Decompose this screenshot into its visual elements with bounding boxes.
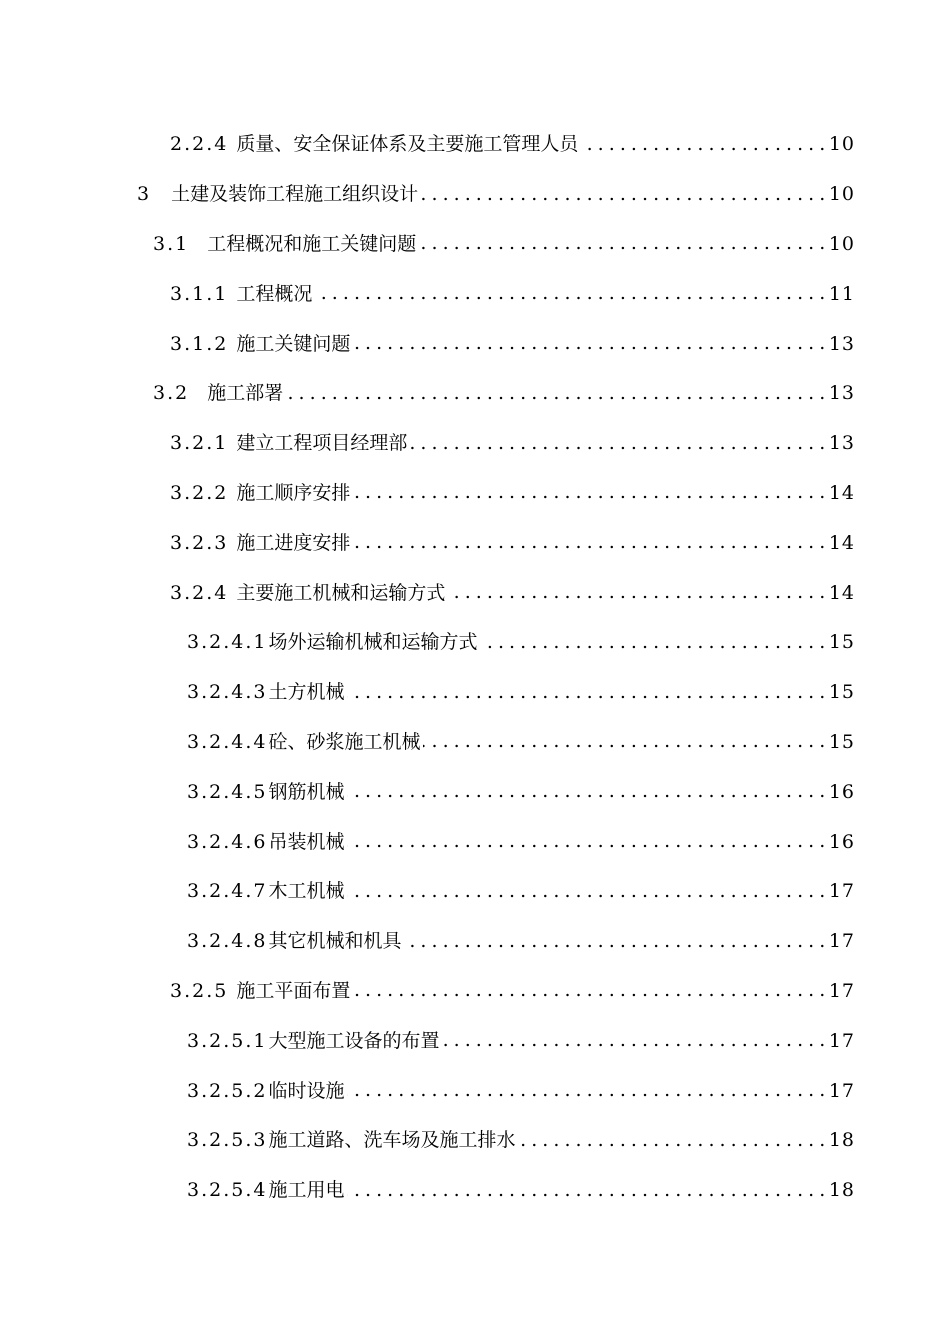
- toc-entry-page: 15: [828, 681, 855, 704]
- toc-entry[interactable]: [0, 1116, 950, 1166]
- toc-entry[interactable]: [0, 120, 950, 170]
- toc-entry-number: 3.2.2: [170, 481, 229, 504]
- toc-dot-leader: [409, 433, 824, 455]
- toc-entry-number: 3.2.5: [170, 979, 229, 1002]
- toc-entry-title: 施工用电: [268, 1179, 345, 1202]
- toc-entry[interactable]: [0, 967, 950, 1017]
- toc-entry[interactable]: [0, 718, 950, 768]
- toc-entry-page: 13: [828, 382, 855, 405]
- table-of-contents: [0, 120, 950, 1216]
- toc-entry-number: 3.2.5.2: [187, 1079, 268, 1102]
- toc-entry-number: 3.2.4.3: [187, 681, 268, 704]
- toc-entry[interactable]: [0, 369, 950, 419]
- toc-entry-title: 主要施工机械和运输方式: [236, 581, 446, 604]
- toc-entry-title: 施工进度安排: [236, 531, 351, 554]
- toc-dot-leader: [418, 233, 825, 255]
- toc-entry-page: 17: [828, 930, 855, 953]
- toc-dot-leader: [404, 931, 825, 953]
- toc-entry[interactable]: [0, 767, 950, 817]
- toc-dot-leader: [352, 482, 824, 504]
- toc-entry-title: 质量、安全保证体系及主要施工管理人员: [236, 133, 579, 156]
- toc-entry-title: 临时设施: [268, 1079, 345, 1102]
- toc-entry[interactable]: [0, 319, 950, 369]
- toc-dot-leader: [518, 1130, 825, 1152]
- toc-entry-page: 15: [828, 730, 855, 753]
- toc-dot-leader: [352, 980, 824, 1002]
- toc-entry-title: 施工部署: [207, 382, 284, 405]
- toc-entry-title: 施工道路、洗车场及施工排水: [268, 1129, 516, 1152]
- toc-entry-page: 17: [828, 979, 855, 1002]
- toc-entry-page: 13: [828, 432, 855, 455]
- toc-entry-number: 3.1.1: [170, 282, 229, 305]
- toc-entry-number: 3.2.5.3: [187, 1129, 268, 1152]
- toc-entry[interactable]: [0, 170, 950, 220]
- toc-entry-number: 3.2.4.6: [187, 830, 268, 853]
- toc-entry-page: 16: [828, 780, 855, 803]
- toc-dot-leader: [352, 333, 824, 355]
- toc-entry-page: 14: [828, 581, 855, 604]
- toc-entry[interactable]: [0, 1166, 950, 1216]
- toc-entry-page: 17: [828, 1079, 855, 1102]
- toc-entry[interactable]: [0, 419, 950, 469]
- toc-dot-leader: [347, 1080, 825, 1102]
- toc-entry-page: 14: [828, 531, 855, 554]
- toc-dot-leader: [423, 731, 825, 753]
- toc-entry-title: 施工平面布置: [236, 979, 351, 1002]
- toc-entry[interactable]: [0, 1016, 950, 1066]
- toc-entry-title: 其它机械和机具: [268, 930, 402, 953]
- toc-entry-number: 3.2.3: [170, 531, 229, 554]
- toc-entry[interactable]: [0, 269, 950, 319]
- toc-entry[interactable]: [0, 817, 950, 867]
- toc-dot-leader: [347, 682, 825, 704]
- toc-dot-leader: [314, 283, 824, 305]
- toc-entry-number: 3.2.5.1: [187, 1029, 268, 1052]
- toc-dot-leader: [347, 1180, 825, 1202]
- toc-entry-title: 施工顺序安排: [236, 481, 351, 504]
- toc-entry-number: 3.2.1: [170, 432, 229, 455]
- toc-entry-page: 14: [828, 481, 855, 504]
- toc-entry-page: 16: [828, 830, 855, 853]
- toc-entry-number: 3.2.4.8: [187, 930, 268, 953]
- toc-entry-title: 土方机械: [268, 681, 345, 704]
- toc-entry-page: 17: [828, 880, 855, 903]
- toc-entry-page: 18: [828, 1129, 855, 1152]
- toc-entry-number: 3.2: [153, 382, 190, 405]
- toc-entry-number: 2.2.4: [170, 133, 229, 156]
- toc-entry-page: 10: [828, 232, 855, 255]
- toc-entry-title: 砼、砂浆施工机械: [268, 730, 421, 753]
- toc-entry-title: 场外运输机械和运输方式: [268, 631, 478, 654]
- toc-entry-number: 3.2.4.7: [187, 880, 268, 903]
- toc-dot-leader: [442, 1030, 825, 1052]
- toc-dot-leader: [447, 582, 824, 604]
- toc-entry-title: 钢筋机械: [268, 780, 345, 803]
- toc-dot-leader: [347, 781, 825, 803]
- toc-entry-page: 17: [828, 1029, 855, 1052]
- toc-entry-page: 10: [828, 183, 855, 206]
- toc-dot-leader: [480, 632, 825, 654]
- toc-entry-number: 3.2.4.4: [187, 730, 268, 753]
- toc-entry-title: 土建及装饰工程施工组织设计: [171, 183, 419, 206]
- toc-entry[interactable]: [0, 220, 950, 270]
- toc-entry[interactable]: [0, 518, 950, 568]
- toc-dot-leader: [347, 881, 825, 903]
- toc-entry[interactable]: [0, 1066, 950, 1116]
- toc-entry-number: 3.1: [153, 232, 190, 255]
- toc-entry[interactable]: [0, 917, 950, 967]
- toc-entry[interactable]: [0, 469, 950, 519]
- toc-dot-leader: [347, 831, 825, 853]
- toc-entry-page: 15: [828, 631, 855, 654]
- toc-entry-number: 3: [137, 183, 152, 206]
- toc-dot-leader: [420, 184, 825, 206]
- toc-dot-leader: [285, 383, 825, 405]
- toc-entry-title: 工程概况和施工关键问题: [207, 232, 417, 255]
- toc-entry-title: 施工关键问题: [236, 332, 351, 355]
- toc-entry[interactable]: [0, 867, 950, 917]
- toc-entry-title: 工程概况: [236, 282, 313, 305]
- toc-entry[interactable]: [0, 568, 950, 618]
- toc-entry[interactable]: [0, 668, 950, 718]
- toc-entry-number: 3.1.2: [170, 332, 229, 355]
- toc-entry-title: 大型施工设备的布置: [268, 1029, 440, 1052]
- toc-entry-page: 10: [828, 133, 855, 156]
- toc-dot-leader: [352, 532, 824, 554]
- toc-entry-title: 建立工程项目经理部: [236, 432, 408, 455]
- toc-entry-number: 3.2.5.4: [187, 1179, 268, 1202]
- toc-entry-page: 13: [828, 332, 855, 355]
- toc-entry-number: 3.2.4.1: [187, 631, 268, 654]
- toc-entry-title: 吊装机械: [268, 830, 345, 853]
- toc-entry-number: 3.2.4.5: [187, 780, 268, 803]
- toc-entry-page: 18: [828, 1179, 855, 1202]
- toc-entry-number: 3.2.4: [170, 581, 229, 604]
- toc-entry-title: 木工机械: [268, 880, 345, 903]
- toc-dot-leader: [580, 134, 824, 156]
- toc-entry[interactable]: [0, 618, 950, 668]
- toc-entry-page: 11: [828, 282, 855, 305]
